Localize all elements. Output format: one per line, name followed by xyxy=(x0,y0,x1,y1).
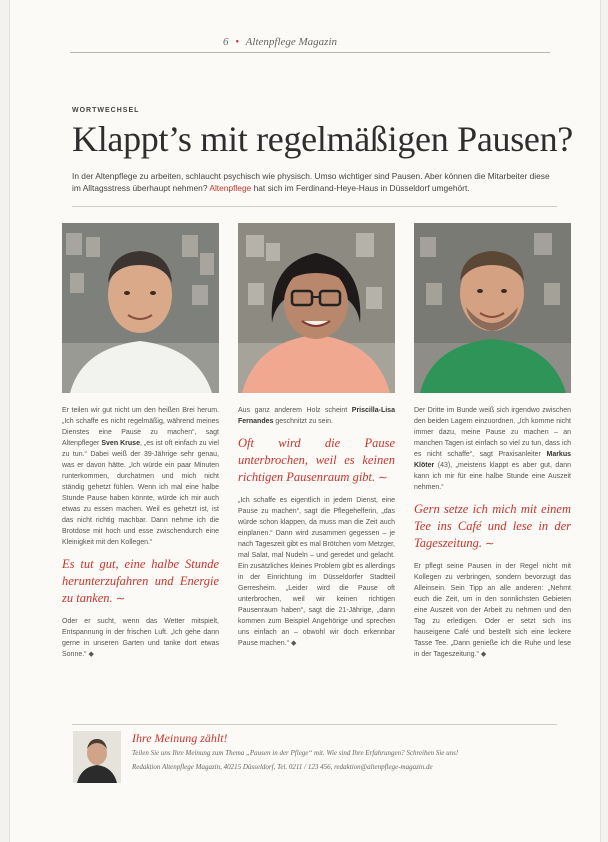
pull-quote-3 xyxy=(414,501,571,553)
intro-text-2: hat sich im Ferdinand-Heye-Haus in Düsseldorf umgehört. xyxy=(253,183,470,193)
portrait-photo-2 xyxy=(238,223,395,393)
column-3-text-start: Der Dritte im Bunde weiß sich irgendwo zwischen den beiden Lagern einzuordnen. „Ich komme nicht immer dazu, meine Pause zu machen – an manchen Tagen ist einfach so viel zu tun, dass ich es nicht schaffe“, sagt Praxisanleiter xyxy=(414,407,571,458)
opinion-body xyxy=(132,748,552,776)
portrait-photo-3 xyxy=(414,223,571,393)
pull-quote-2-text: Oft wird die Pause unterbrochen, weil es keinen richtigen Pausenraum gibt. xyxy=(238,436,395,484)
opinion-heading: Ihre Meinung zählt! xyxy=(132,731,228,745)
article-title: Klappt’s mit regelmäßigen Pausen? xyxy=(72,119,573,159)
column-3-paragraph-2 xyxy=(414,561,571,660)
pull-quote-2 xyxy=(238,435,395,487)
portrait-3-image xyxy=(414,223,571,393)
column-3-text-end: (43), „meistens klappt es aber gut, dann kann ich mir für eine halbe Stunde eine Auszeit nehmen.“ xyxy=(414,462,571,491)
pull-quote-1 xyxy=(62,556,219,608)
column-1-text-start: Er teilen wir gut nicht um den heißen Brei herum. „Ich schaffe es nicht regelmäßig, während meines Dienstes eine Pause zu machen“, sagt Altenpfleger xyxy=(62,407,219,447)
squiggle-end-icon: ∼ xyxy=(115,593,126,605)
page-header xyxy=(223,36,337,48)
squiggle-end-icon: ∼ xyxy=(378,472,388,484)
column-1-text-end: , „es ist oft einfach zu viel zu tun.“ Dabei weiß der 39-Jährige sehr genau, was er davon hätte. „Ich würde ein paar Minuten runterkommen, durchatmen und mich nicht ständig gehetzt fühlen. Wenn ich mal eine halbe Stunde Pause haben könnte, würde ich mir auch etwas zu essen machen. Weil es gehetzt ist, ist das nicht richtig machbar. Dann nehme ich die Brotdose mit hoch und esse zwischendurch eine Kleinigkeit mit den Kollegen.“ xyxy=(62,440,219,546)
portrait-photo-1 xyxy=(62,223,219,393)
interviewee-name-3: Markus Klöter xyxy=(414,451,571,469)
end-mark-icon: ◆ xyxy=(480,651,487,658)
squiggle-end-icon: ∼ xyxy=(485,538,495,550)
column-3 xyxy=(414,405,571,660)
pull-quote-1-text: Es tut gut, eine halbe Stunde herunterzufahren und Energie zu tanken. xyxy=(62,557,219,605)
column-1-text-2: Oder er sucht, wenn das Wetter mitspielt, Entspannung in der frischen Luft. „Ich gehe dann gerne in unseren Garten und tanke dort etwas Sonne.“ xyxy=(62,618,219,658)
intro-rule xyxy=(72,206,557,207)
article-intro xyxy=(72,170,557,194)
column-2-paragraph-1 xyxy=(238,405,395,427)
column-2-text-end: geschnitzt zu sein. xyxy=(275,418,333,425)
opinion-rule xyxy=(72,724,557,725)
column-1 xyxy=(62,405,219,660)
opinion-contact: Redaktion Altenpflege Magazin, 40215 Düsseldorf, Tel. 0211 / 123 456, redaktion@altenpflege-magazin.de xyxy=(132,763,433,771)
column-1-paragraph-2 xyxy=(62,616,219,660)
column-3-text-2: Er pflegt seine Pausen in der Regel nicht mit Kollegen zu verbringen, sondern bevorzugt das Alleinsein. Sein Tipp an alle anderen: „Nehmt euch die Zeit, um in den sonnlichsten Gebieten eine Auszeit von der Arbeit zu nehmen und den Tag zu erledigen. Oder er setzt sich ins hauseigene Café und bestellt sich eine leckere Tasse Tee. „Dann genieße ich die Ruhe und lese in der Tageszeitung.“ xyxy=(414,563,571,658)
opinion-avatar xyxy=(73,731,121,783)
column-2-text-2: „Ich schaffe es eigentlich in jedem Dienst, eine Pause zu machen“, sagt die Pflegehelferin, „das würde schon klappen, da muss man die Zeit auch einplanen.“ Dann wird zusammen gegessen – je nach Tageszeit gibt es mal Brötchen vom Metzger, mal Salat, mal Nudeln – und geredet und gelacht. Ein zusätzliches kleines Problem gibt es allerdings in der Einrichtung im Düsseldorfer Stadtteil Gerresheim. „Leider wird die Pause oft unterbrochen, weil wir keinen richtigen Pausenraum haben“, sagt die 21-Jährige, „dann kommen zum Beispiel Angehörige und sprechen uns einfach an – obwohl wir doch erkennbar Pause machen.“ xyxy=(238,497,395,647)
end-mark-icon: ◆ xyxy=(290,640,297,647)
page-number: 6 xyxy=(223,36,229,48)
interviewee-name-2: Priscilla-Lisa Fernandes xyxy=(238,407,395,425)
interviewee-name-1: Sven Kruse xyxy=(101,440,140,447)
column-1-paragraph-1 xyxy=(62,405,219,548)
opinion-text: Teilen Sie uns Ihre Meinung zum Thema „Pausen in der Pflege“ mit. Wie sind Ihre Erfahrungen? Schreiben Sie uns! xyxy=(132,749,459,757)
intro-highlight: Altenpflege xyxy=(209,183,252,193)
intro-text-1: In der Altenpflege zu arbeiten, schlaucht psychisch wie physisch. Umso wichtiger sind Pausen. Aber können die Mitarbeiter diese im Alltagsstress überhaupt nehmen? xyxy=(72,171,550,193)
portrait-2-image xyxy=(238,223,395,393)
column-2 xyxy=(238,405,395,649)
portrait-1-image xyxy=(62,223,219,393)
column-2-paragraph-2 xyxy=(238,495,395,649)
magazine-name: Altenpflege Magazin xyxy=(245,36,338,48)
pull-quote-3-text: Gern setze ich mich mit einem Tee ins Café und lese in der Tageszeitung. xyxy=(414,502,571,550)
avatar-image xyxy=(73,731,121,783)
header-separator: • xyxy=(235,36,240,48)
section-kicker: WORTWECHSEL xyxy=(72,107,140,114)
column-3-paragraph-1 xyxy=(414,405,571,493)
header-rule xyxy=(70,52,550,53)
magazine-page xyxy=(10,0,600,842)
end-mark-icon: ◆ xyxy=(88,651,94,658)
column-2-text-start: Aus ganz anderem Holz scheint xyxy=(238,407,348,414)
